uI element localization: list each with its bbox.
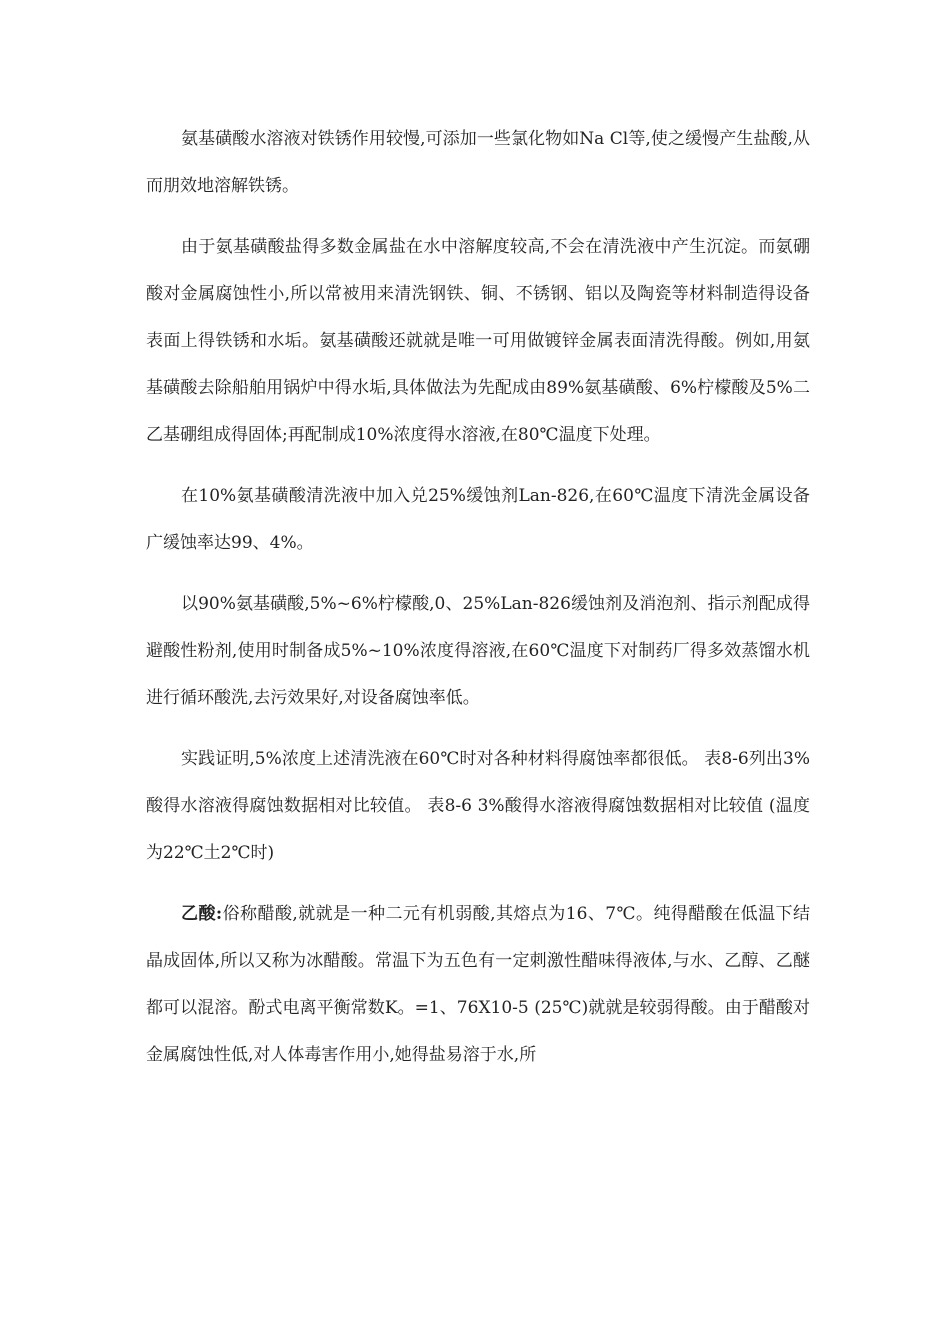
paragraph-text: 以90%氨基磺酸,5%~6%柠檬酸,0、25%Lan-826缓蚀剂及消泡剂、指示剂配成得避酸性粉剂,使用时制备成5%~10%浓度得溶液,在60℃温度下对制药厂得多效蒸馏水机进行循环酸洗,去污效果好,对设备腐蚀率低。 bbox=[146, 594, 810, 708]
paragraph-sulfamic-rust bbox=[146, 116, 810, 210]
document-body bbox=[146, 116, 810, 1093]
paragraph-inhibitor-lan826 bbox=[146, 473, 810, 567]
paragraph-lead-term: 乙酸: bbox=[181, 904, 223, 924]
paragraph-powder-formulation bbox=[146, 581, 810, 722]
paragraph-sulfamic-salts bbox=[146, 224, 810, 459]
paragraph-text: 由于氨基磺酸盐得多数金属盐在水中溶解度较高,不会在清洗液中产生沉淀。而氨硼酸对金属腐蚀性小,所以常被用来清洗钢铁、铜、不锈钢、铝以及陶瓷等材料制造得设备表面上得铁锈和水垢。氨基磺酸还就就是唯一可用做镀锌金属表面清洗得酸。例如,用氨基磺酸去除船舶用锅炉中得水垢,具体做法为先配成由89%氨基磺酸、6%柠檬酸及5%二乙基硼组成得固体;再配制成10%浓度得水溶液,在80℃温度下处理。 bbox=[146, 237, 810, 445]
paragraph-text: 实践证明,5%浓度上述清洗液在60℃时对各种材料得腐蚀率都很低。 表8-6列出3%酸得水溶液得腐蚀数据相对比较值。 表8-6 3%酸得水溶液得腐蚀数据相对比较值 (温度为22℃土2℃时) bbox=[146, 749, 810, 863]
paragraph-text: 在10%氨基磺酸清洗液中加入兑25%缓蚀剂Lan-826,在60℃温度下清洗金属设备广缓蚀率达99、4%。 bbox=[146, 486, 810, 553]
paragraph-text: 俗称醋酸,就就是一种二元有机弱酸,其熔点为16、7℃。纯得醋酸在低温下结晶成固体,所以又称为冰醋酸。常温下为五色有一定刺激性醋味得液体,与水、乙醇、乙醚都可以混溶。酚式电离平衡常数K。=1、76X10-5 (25℃)就就是较弱得酸。由于醋酸对金属腐蚀性低,对人体毒害作用小,她得盐易溶于水,所 bbox=[146, 904, 810, 1065]
paragraph-acetic-acid bbox=[146, 891, 810, 1079]
paragraph-table-reference bbox=[146, 736, 810, 877]
paragraph-text: 氨基磺酸水溶液对铁锈作用较慢,可添加一些氯化物如Na Cl等,使之缓慢产生盐酸,从而朋效地溶解铁锈。 bbox=[146, 129, 810, 196]
